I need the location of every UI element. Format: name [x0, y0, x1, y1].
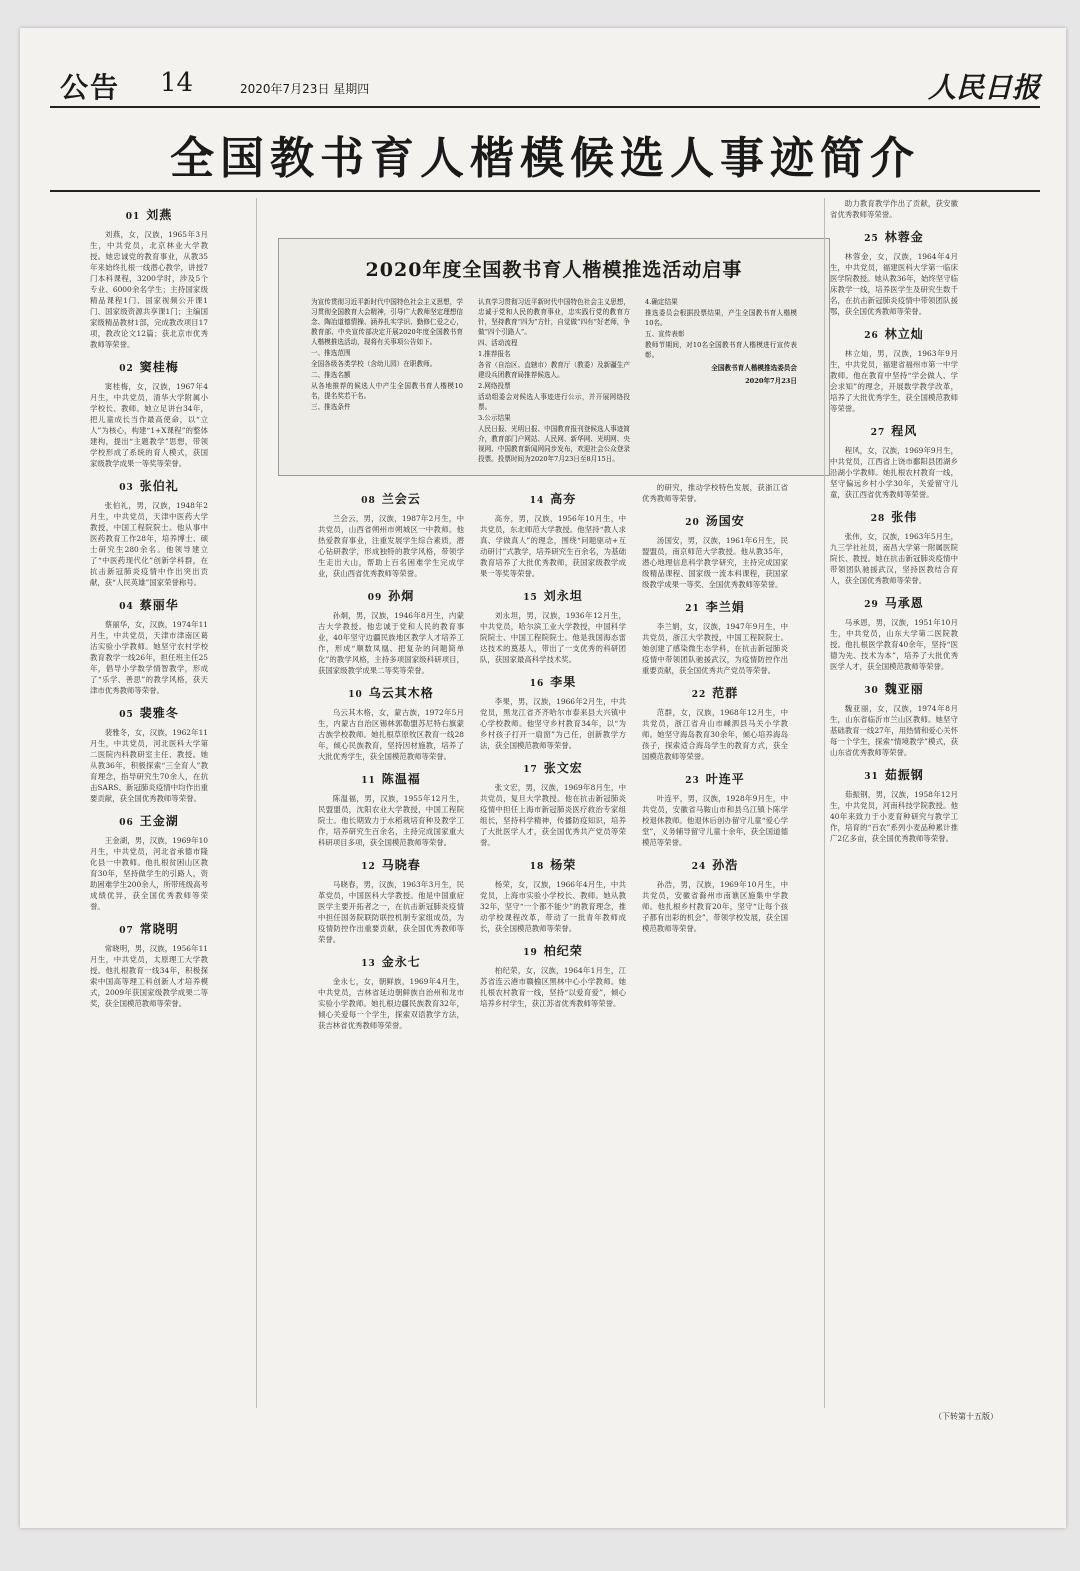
entry-name: 杨荣: [550, 858, 577, 872]
entry-name: 李果: [550, 675, 577, 689]
entry-title: [318, 494, 464, 507]
entry-number: 13: [361, 959, 376, 969]
entry-name: 刘永坦: [543, 589, 583, 603]
entry-name: 蔡丽华: [139, 598, 179, 612]
entry-name: 孙浩: [712, 858, 739, 872]
middle-columns: [318, 482, 788, 1422]
entry-body: 张伟，女，汉族，1963年5月生，九三学社社员，南昌大学第一附属医院院长、教授。她在抗击新冠肺炎疫情中带领团队驰援武汉，坚持医教结合育人，获全国优秀教师等荣誉。: [830, 532, 958, 585]
notice-col-2: [478, 297, 630, 462]
entry-title: [480, 591, 626, 604]
entry-body: 李兰娟，女，汉族，1947年9月生，中共党员，浙江大学教授，中国工程院院士。她创建了感染微生态学科，在抗击新冠肺炎疫情中带领团队驰援武汉，为疫情防控作出重要贡献，获全国优秀共产党员等荣誉。: [642, 622, 788, 675]
entry-name: 刘燕: [146, 208, 173, 222]
entry-title: [830, 770, 958, 783]
notice-col-3: [645, 297, 797, 462]
notice-paragraph: 活动组委会对候选人事迹进行公示，并开展网络投票。: [478, 393, 630, 411]
notice-paragraph: 推选委员会根据投票结果，产生全国教书育人楷模10名。: [645, 309, 797, 327]
entry-body: 杨荣，女，汉族，1966年4月生，中共党员，上海市实验小学校长、教师。她从教32年，坚守“一个都不能少”的教育理念，推动学校课程改革，带动了一批青年教师成长，获全国模范教师等荣誉。: [480, 880, 626, 933]
entry-number: 02: [119, 364, 134, 374]
entry-number: 12: [361, 862, 376, 872]
entry-body: 汤国安，男，汉族，1961年6月生，民盟盟员，南京师范大学教授。他从教35年，潜心地理信息科学教学研究，主持完成国家级精品课程、国家级一流本科课程，获国家级教学成果一等奖、全国优秀教师等荣誉。: [642, 536, 788, 589]
notice-paragraph: 全国各级各类学校（含幼儿园）在职教师。: [311, 360, 437, 368]
entry-name: 马承恩: [884, 596, 924, 610]
masthead: [50, 66, 1040, 108]
entry-number: 18: [529, 862, 545, 872]
entry-number: 16: [529, 679, 545, 689]
entry-title: [830, 684, 958, 697]
entry-body: 叶连平，男，汉族，1928年9月生，中共党员，安徽省马鞍山市和县乌江镇卜陈学校退休教师。他退休后创办留守儿童“爱心学堂”，义务辅导留守儿童十余年，获全国道德模范等荣誉。: [642, 794, 788, 847]
entry-title: [830, 426, 958, 439]
entry-number: 21: [685, 604, 700, 614]
entry-name: 乌云其木格: [368, 686, 434, 700]
entry-title: [318, 774, 464, 787]
entry-name: 兰会云: [381, 492, 421, 506]
entry-title: [318, 688, 464, 701]
entry-body: 魏亚丽，女，汉族，1974年8月生，山东省临沂市兰山区教师。她坚守基础教育一线27年，用热情和爱心关怀每一个学生，探索“情境教学”模式，获山东省优秀教师等荣誉。: [830, 704, 958, 757]
entry-number: 04: [119, 602, 134, 612]
entry-number: 28: [870, 514, 886, 524]
entry-body: 兰会云，男，汉族，1987年2月生，中共党员，山西省朔州市朔城区一中教师。他热爱教育事业，注重发展学生综合素质，潜心钻研教学，形成独特的教学风格，带领学生走出大山，帮助上百名困难学生完成学业，获山西省优秀教师等荣誉。: [318, 514, 464, 578]
issue-date: 2020年7月23日 星期四: [240, 82, 370, 96]
entry-title: [830, 512, 958, 525]
headline-rule: [50, 190, 1040, 192]
entry-number: 17: [523, 765, 538, 775]
entry-number: 01: [125, 212, 141, 222]
entry-title: [90, 708, 208, 721]
column-divider: [824, 198, 825, 1408]
notice-paragraph: 四、活动流程: [478, 339, 518, 347]
entry-number: 31: [864, 772, 879, 782]
entry-title: [642, 860, 788, 873]
entry-body: 柏纪荣，女，汉族，1964年1月生，江苏省连云港市赣榆区黑林中心小学教师。她扎根农村教育一线，坚持“以爱育爱”，倾心培养乡村学生，获江苏省优秀教师等荣誉。: [480, 966, 626, 1008]
entry-title: [480, 677, 626, 690]
entry-body: 孙炯，男，汉族，1946年8月生，内蒙古大学教授。他忠诚于党和人民的教育事业，40年坚守边疆民族地区教学人才培养工作，形成“顺数凤凰、把复杂的问题简单化”的教学风格，主持多项国家级科研项目，获国家级教学成果二等奖等荣誉。: [318, 611, 464, 675]
entry-number: 27: [870, 428, 886, 438]
entry-title: [830, 598, 958, 611]
entry-title: [90, 481, 208, 494]
entry-number: 29: [864, 600, 879, 610]
entry-title: [642, 602, 788, 615]
notice-paragraph: 3.公示结果: [478, 414, 511, 422]
entry-title: [830, 232, 958, 245]
notice-paragraph: 认真学习贯彻习近平新时代中国特色社会主义思想，忠诚于党和人民的教育事业，忠实践行党的教育方针，坚持教育“四为”方针，自觉做“四有”好老师，争做“四个引路人”。: [478, 298, 630, 336]
entry-number: 14: [529, 496, 545, 506]
entry-number: 30: [864, 686, 879, 696]
entry-name: 茹振钢: [884, 768, 924, 782]
entry-name: 柏纪荣: [543, 944, 583, 958]
notice-box: [278, 238, 830, 476]
entry-body: 程风，女，汉族，1969年9月生，中共党员，江西省上饶市鄱阳县团湖乡沿湖小学教师。她扎根农村教育一线，坚守偏远乡村小学30年，关爱留守儿童，获江西省优秀教师等荣誉。: [830, 446, 958, 499]
entry-name: 孙炯: [388, 589, 415, 603]
notice-paragraph: 各省（自治区、直辖市）教育厅（教委）及新疆生产建设兵团教育局推荐候选人。: [478, 361, 630, 379]
notice-title: 2020年度全国教书育人楷模推选活动启事: [365, 259, 743, 281]
entry-name: 林立灿: [884, 327, 924, 341]
continued-note: （下转第十五版）: [934, 1412, 998, 1421]
notice-paragraph: 一、推选范围: [311, 349, 351, 357]
entry-body: 乌云其木格，女，蒙古族，1972年5月生，内蒙古自治区锡林郭勒盟苏尼特右旗蒙古族学校教师。她扎根草原牧区教育一线28年，倾心民族教育，坚持因材施教，培养了大批优秀学生，获全国模范教师等荣誉。: [318, 708, 464, 761]
newspaper-page: [20, 28, 1066, 1528]
entry-title: [830, 329, 958, 342]
entry-title: [90, 816, 208, 829]
entry-number: 03: [119, 483, 134, 493]
entry-body: 马承恩，男，汉族，1951年10月生，中共党员，山东大学第二医院教授。他扎根医学教育40余年，坚持“医德为先、技术为本”，培养了大批优秀医学人才，获全国模范教师等荣誉。: [830, 618, 958, 671]
entry-number: 08: [361, 496, 376, 506]
entry-name: 张伯礼: [139, 479, 179, 493]
notice-paragraph: 为宣传贯彻习近平新时代中国特色社会主义思想，学习贯彻全国教育大会精神，引导广大教师坚定理想信念、陶冶道德情操、涵养扎实学识、勤修仁爱之心，教育部、中央宣传部决定开展2020年度全国教书育人楷模推选活动，现将有关事项公告如下。: [311, 298, 463, 346]
entry-name: 林蓉金: [884, 230, 924, 244]
entry-name: 陈温福: [381, 772, 421, 786]
notice-paragraph: 五、宣传表彰: [645, 330, 685, 338]
entry-body: 孙浩，男，汉族，1969年10月生，中共党员，安徽省滁州市南谯区施集中学教师。他扎根乡村教育20年，坚守“让每个孩子都有出彩的机会”，带领学校发展，获全国模范教师等荣誉。: [642, 880, 788, 933]
entry-title: [642, 774, 788, 787]
entry-number: 09: [367, 593, 383, 603]
notice-date: 2020年7月23日: [745, 377, 797, 385]
entry-title: [318, 591, 464, 604]
entry-number: 22: [691, 690, 707, 700]
entry-number: 15: [523, 593, 538, 603]
entry-body: 林蓉金，女，汉族，1964年4月生，中共党员，福建医科大学第一临床医学院教授。她从教36年，始终坚守临床教学一线，培养医学生及研究生数千名，在抗击新冠肺炎疫情中带领团队援鄂，获全国优秀教师等荣誉。: [830, 252, 958, 316]
section-name: 公告: [60, 71, 121, 104]
column-3: [480, 482, 626, 1422]
entry-body: 裴雅冬，女，汉族，1962年11月生，中共党员，河北医科大学第二医院内科教研室主任、教授。她从教36年，积极探索“三全育人”教育理念，指导研究生70余人，在抗击SARS、新冠肺炎疫情中均作出重要贡献，获全国优秀教师等荣誉。: [90, 728, 208, 803]
notice-paragraph: 2.网络投票: [478, 382, 511, 390]
entry-body: 张文宏，男，汉族，1969年8月生，中共党员，复旦大学教授。他在抗击新冠肺炎疫情中担任上海市新冠肺炎医疗救治专家组组长，坚持科学精神，传播防疫知识，培养了大批医学人才，获全国优秀共产党员等荣誉。: [480, 783, 626, 847]
entry-body: 蔡丽华，女，汉族，1974年11月生，中共党员，天津市津南区葛沽实验小学教师。她坚守农村学校教育教学一线26年，担任班主任25年，倡导小学数学情智教学，形成了“乐学、善思”的教学风格，获天津市优秀教师等荣誉。: [90, 620, 208, 695]
entry-number: 23: [685, 776, 700, 786]
entry-body: 金永七，女，朝鲜族，1969年4月生，中共党员，吉林省延边朝鲜族自治州和龙市实验小学教师。她扎根边疆民族教育32年，倾心关爱每一个学生，探索双语教学方法，获吉林省优秀教师等荣誉。: [318, 977, 464, 1030]
column-divider: [256, 198, 257, 1408]
entry-body: 刘燕，女，汉族，1965年3月生，中共党员，北京林业大学教授。她忠诚党的教育事业，从教35年来始终扎根一线潜心教学，讲授7门本科课程，3200学时，涉及5个专业、6000余名学生；主持国家级精品课程1门、国家视频公开课1门、国家级资源共享课1门；主编国家级精品教材1部，完成教改项目17项，教改论文12篇；获北京市优秀教师等荣誉。: [90, 230, 208, 349]
entry-name: 汤国安: [705, 514, 745, 528]
entry-body: 马晓春，男，汉族，1963年3月生，民革党员，中国医科大学教授。他是中国重症医学主要开拓者之一，在抗击新冠肺炎疫情中担任国务院联防联控机制专家组成员，为疫情防控作出重要贡献，获全国优秀教师等荣誉。: [318, 880, 464, 944]
notice-paragraph: 4.确定结果: [645, 298, 678, 306]
entry-title: [90, 362, 208, 375]
entry-body: 王金湖，男，汉族，1969年10月生，中共党员，河北省承德市隆化县一中教师。他扎根贫困山区教育30年，坚持做学生的引路人，资助困难学生200余人，所带班级高考成绩优异，获全国优秀教师等荣誉。: [90, 836, 208, 911]
newspaper-logo: 人民日报: [927, 71, 1040, 104]
entry-number: 07: [119, 926, 134, 936]
entry-name: 魏亚丽: [884, 682, 924, 696]
entry-body: 茹振钢，男，汉族，1958年12月生，中共党员，河南科技学院教授。他40年来致力于小麦育种研究与教学工作，培育的“百农”系列小麦品种累计推广2亿多亩，获全国优秀教师等荣誉。: [830, 790, 958, 843]
notice-paragraph: 二、推选名额: [311, 371, 351, 379]
entry-number: 06: [119, 818, 134, 828]
entry-title: [318, 860, 464, 873]
entry-body: 范群，女，汉族，1968年12月生，中共党员，浙江省舟山市嵊泗县马关小学教师。她坚守海岛教育30余年，倾心培养海岛孩子，探索适合海岛学生的教育方式，获全国模范教师等荣誉。: [642, 708, 788, 761]
notice-signature: 全国教书育人楷模推选委员会: [711, 364, 797, 372]
entry-name: 李兰娟: [705, 600, 745, 614]
entry-body: 刘永坦，男，汉族，1936年12月生，中共党员，哈尔滨工业大学教授，中国科学院院士、中国工程院院士。他是我国海态雷达技术的奠基人，带出了一支优秀的科研团队，获国家最高科学技术奖。: [480, 611, 626, 664]
entry-body: 的研究，推动学校特色发展，获浙江省优秀教师等荣誉。: [642, 483, 788, 503]
entry-name: 常晓明: [139, 922, 179, 936]
entry-number: 26: [864, 331, 879, 341]
entry-title: [480, 763, 626, 776]
entry-number: 20: [685, 518, 700, 528]
entry-body: 张伯礼，男，汉族，1948年2月生，中共党员，天津中医药大学教授，中国工程院院士。他从事中医药教育工作28年，培养博士、硕士研究生280余名。他领导建立了“中医药现代化”创新学科群，在抗击新冠肺炎疫情中作出突出贡献，获“人民英雄”国家荣誉称号。: [90, 501, 208, 587]
entry-title: [642, 516, 788, 529]
notice-col-1: [311, 297, 463, 462]
entry-title: [480, 946, 626, 959]
entry-name: 金永七: [381, 955, 421, 969]
entry-title: [90, 210, 208, 223]
notice-body: [311, 297, 797, 462]
entry-name: 张伟: [891, 510, 918, 524]
entry-body: 常晓明，男，汉族，1956年11月生，中共党员，太原理工大学教授。他扎根教育一线34年，积极探索中国高等理工科创新人才培养模式，2009年获国家级教学成果二等奖，获全国模范教师等荣誉。: [90, 944, 208, 1008]
entry-title: [90, 600, 208, 613]
entry-number: 24: [691, 862, 707, 872]
entry-body: 陈温福，男，汉族，1955年12月生，民盟盟员，沈阳农业大学教授，中国工程院院士。他长期致力于水稻栽培育种及教学工作，培养研究生百余名，主持完成国家重大科研项目多项，获全国模范教师等荣誉。: [318, 794, 464, 847]
entry-body: 李果，男，汉族，1966年2月生，中共党员，黑龙江省齐齐哈尔市泰来县大兴镇中心学校教师。他坚守乡村教育34年，以“为乡村孩子打开一扇窗”为己任，创新教学方法，获全国模范教师等荣誉。: [480, 697, 626, 750]
column-1: [90, 198, 208, 1403]
column-2: [318, 482, 464, 1422]
entry-number: 19: [523, 948, 538, 958]
entry-title: [480, 860, 626, 873]
entry-name: 张文宏: [543, 761, 583, 775]
entry-name: 马晓春: [381, 858, 421, 872]
entry-body: 林立灿，男，汉族，1963年9月生，中共党员，福建省福州市第一中学教师。他在教育中坚持“学会做人、学会求知”的理念，开展数学教学改革，培养了大批优秀学生，获全国模范教师等荣誉。: [830, 349, 958, 413]
notice-paragraph: 教师节期间，对10名全国教书育人楷模进行宣传表彰。: [645, 341, 797, 359]
entry-name: 程风: [891, 424, 918, 438]
notice-paragraph: 人民日报、光明日报、中国教育报刊登候选人事迹简介，教育部门户网站、人民网、新华网、光明网、央视网、中国教育新闻网同步发布，欢迎社会公众登录投票。投票时间为2020年7月23日至8月15日。: [478, 425, 630, 462]
entry-name: 王金湖: [139, 814, 179, 828]
entry-number: 10: [348, 690, 363, 700]
entry-title: [480, 494, 626, 507]
entry-title: [90, 924, 208, 937]
entry-title: [318, 957, 464, 970]
entry-name: 裴雅冬: [139, 706, 179, 720]
entry-name: 高夯: [550, 492, 577, 506]
column-5: [830, 198, 958, 1413]
page-number: 14: [160, 68, 194, 98]
entry-number: 05: [119, 710, 134, 720]
entry-body: 窦桂梅，女，汉族，1967年4月生，中共党员，清华大学附属小学校长、教师。她立足讲台34年，把儿童成长当作最高使命，以“立人”为核心，构建“1+X课程”的整体建构，提出“主题教学”思想，带领学校形成了系统的育人模式，获国家级教学成果一等奖等荣誉。: [90, 382, 208, 468]
entry-body: 助力教育教学作出了贡献，获安徽省优秀教师等荣誉。: [830, 199, 958, 219]
notice-paragraph: 1.推荐报名: [478, 350, 511, 358]
notice-paragraph: 三、推选条件: [311, 403, 351, 411]
entry-title: [642, 688, 788, 701]
entry-number: 25: [864, 234, 879, 244]
column-4: [642, 482, 788, 1422]
entry-name: 叶连平: [705, 772, 745, 786]
entry-number: 11: [361, 776, 376, 786]
entry-name: 范群: [712, 686, 739, 700]
notice-paragraph: 从各地推荐的候选人中产生全国教书育人楷模10名，提名奖若干名。: [311, 382, 463, 400]
page-headline: 全国教书育人楷模候选人事迹简介: [170, 133, 920, 184]
entry-name: 窦桂梅: [139, 360, 179, 374]
entry-body: 高夯，男，汉族，1956年10月生，中共党员，东北师范大学教授。他坚持“教人求真、学做真人”的理念，围绕“问题驱动+互动研讨”式教学，培养研究生百余名，为基础教育培养了大批优秀教师，获国家级教学成果一等奖等荣誉。: [480, 514, 626, 578]
